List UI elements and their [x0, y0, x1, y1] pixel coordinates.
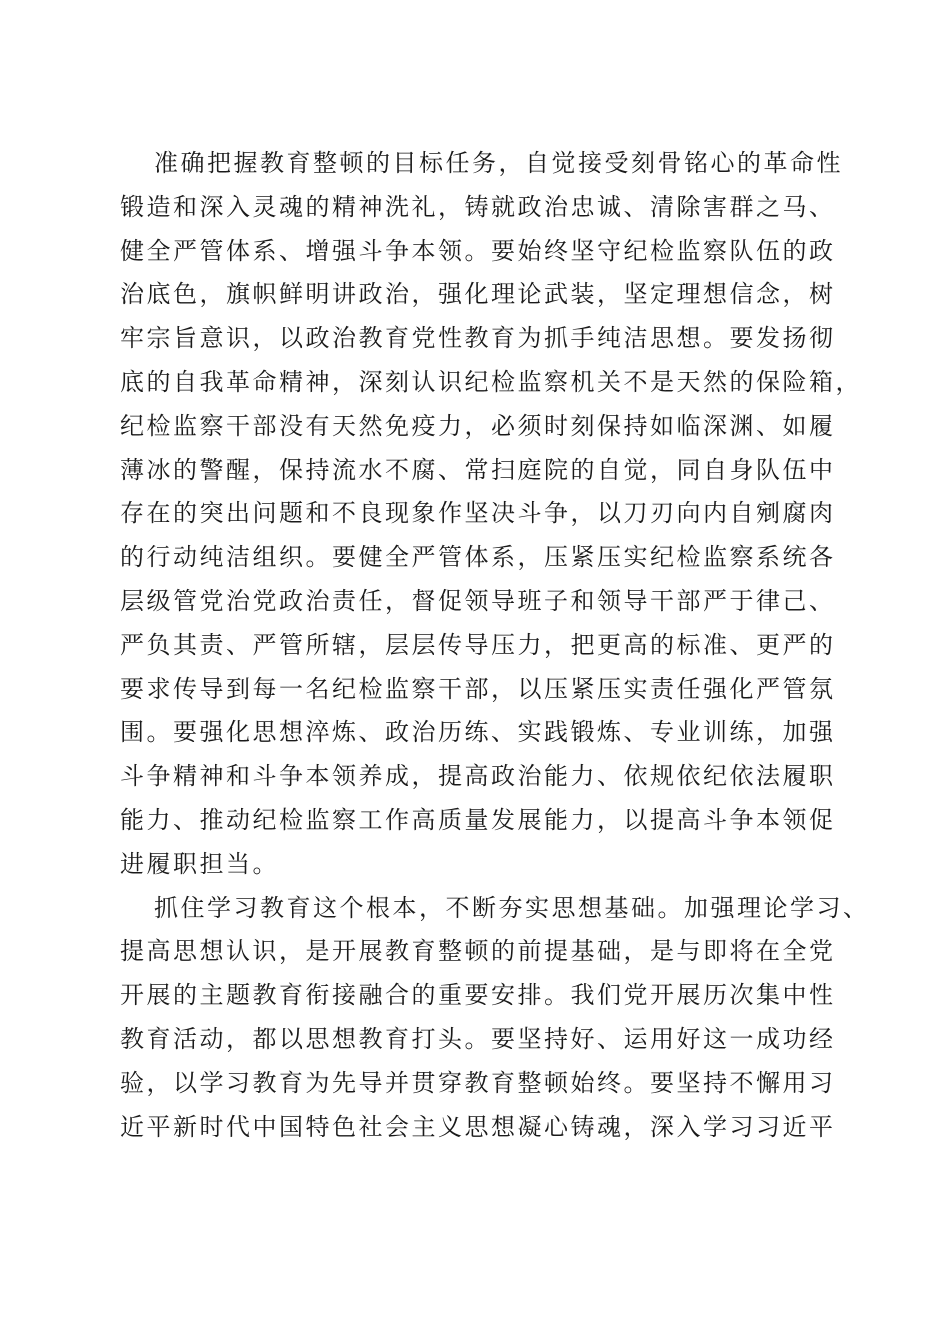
paragraph-2	[120, 887, 870, 1150]
text-line: 锻造和深入灵魂的精神洗礼，铸就政治忠诚、清除害群之马、	[120, 192, 836, 221]
text-line: 斗争精神和斗争本领养成，提高政治能力、依规依纪依法履职	[120, 762, 836, 791]
text-line: 准确把握教育整顿的目标任务，自觉接受刻骨铭心的革命性	[154, 149, 843, 177]
text-line: 的行动纯洁组织。要健全严管体系，压紧压实纪检监察系统各	[120, 543, 836, 572]
text-line: 开展的主题教育衔接融合的重要安排。我们党开展历次集中性	[120, 981, 836, 1010]
text-line: 存在的突出问题和不良现象作坚决斗争，以刀刃向内自剜腐肉	[120, 499, 836, 528]
text-line: 牢宗旨意识，以政治教育党性教育为抓手纯洁思想。要发扬彻	[120, 324, 836, 353]
text-line: 要求传导到每一名纪检监察干部，以压紧压实责任强化严管氛	[120, 674, 836, 703]
paragraph-1	[120, 142, 862, 887]
text-line: 进履职担当。	[120, 849, 279, 878]
text-line: 健全严管体系、增强斗争本领。要始终坚守纪检监察队伍的政	[120, 236, 836, 265]
text-line: 薄冰的警醒，保持流水不腐、常扫庭院的自觉，同自身队伍中	[120, 455, 836, 484]
text-line: 提高思想认识，是开展教育整顿的前提基础，是与即将在全党	[120, 937, 836, 966]
document-body	[120, 142, 870, 1149]
text-line: 底的自我革命精神，深刻认识纪检监察机关不是天然的保险箱，	[120, 367, 862, 396]
text-line: 抓住学习教育这个根本，不断夯实思想基础。加强理论学习、	[154, 893, 870, 922]
text-line: 验，以学习教育为先导并贯穿教育整顿始终。要坚持不懈用习	[120, 1068, 836, 1097]
text-line: 治底色，旗帜鲜明讲政治，强化理论武装，坚定理想信念，树	[120, 280, 836, 309]
text-line: 教育活动，都以思想教育打头。要坚持好、运用好这一成功经	[120, 1024, 836, 1053]
text-line: 近平新时代中国特色社会主义思想凝心铸魂，深入学习习近平	[120, 1112, 836, 1141]
text-line: 层级管党治党政治责任，督促领导班子和领导干部严于律己、	[120, 586, 836, 615]
text-line: 围。要强化思想淬炼、政治历练、实践锻炼、专业训练，加强	[120, 718, 836, 747]
text-line: 能力、推动纪检监察工作高质量发展能力，以提高斗争本领促	[120, 805, 836, 834]
text-line: 纪检监察干部没有天然免疫力，必须时刻保持如临深渊、如履	[120, 411, 836, 440]
text-line: 严负其责、严管所辖，层层传导压力，把更高的标准、更严的	[120, 630, 836, 659]
